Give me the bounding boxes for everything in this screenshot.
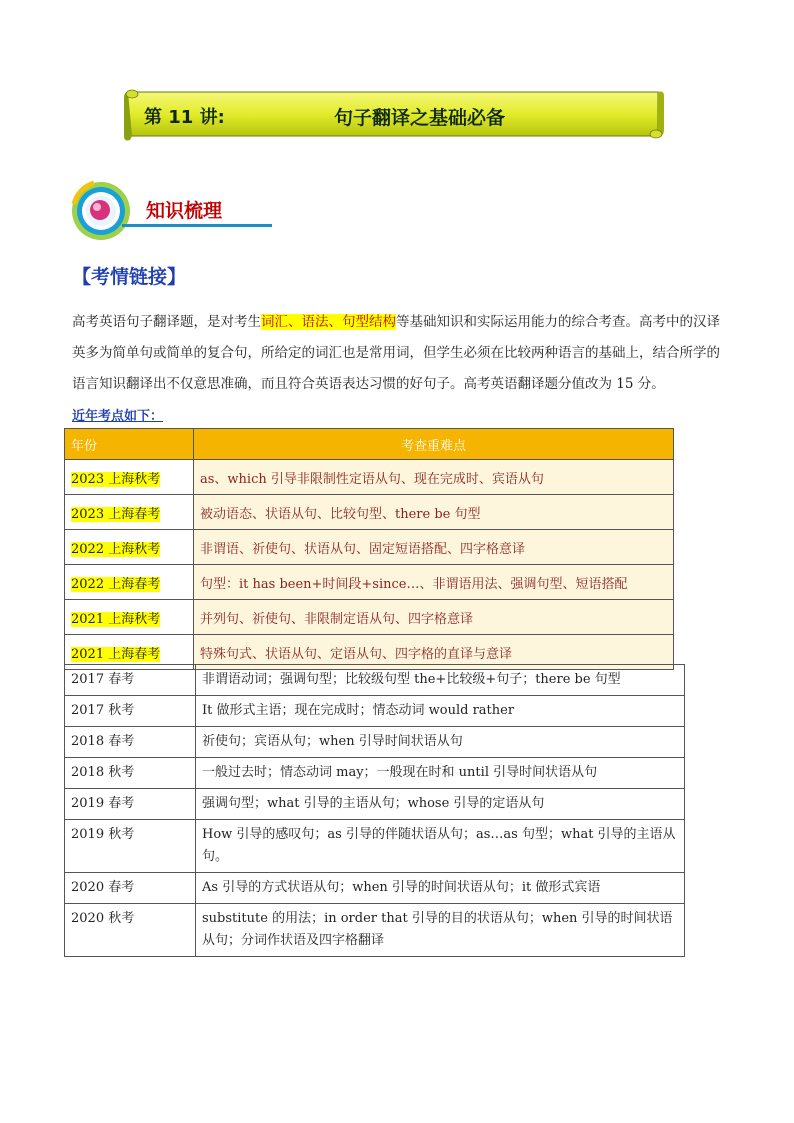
year-text: 2023 上海春考 bbox=[71, 506, 161, 522]
year-cell bbox=[65, 600, 194, 635]
recent-points-label: 近年考点如下： bbox=[72, 409, 164, 424]
section-title: 知识梳理 bbox=[146, 200, 223, 222]
header-year: 年份 bbox=[65, 429, 194, 460]
header-points: 考查重难点 bbox=[194, 429, 674, 460]
table-row bbox=[65, 460, 674, 495]
points-cell: 句型：it has been+时间段+since…、非谓语用法、强调句型、短语搭配 bbox=[194, 565, 674, 600]
points-cell: 非谓语、祈使句、状语从句、固定短语搭配、四字格意译 bbox=[194, 530, 674, 565]
points-cell: As 引导的方式状语从句；when 引导的时间状语从句；it 做形式宾语 bbox=[196, 873, 685, 904]
table-row bbox=[65, 758, 685, 789]
points-cell: 特殊句式、状语从句、定语从句、四字格的直译与意译 bbox=[194, 635, 674, 670]
section-underline bbox=[122, 224, 272, 227]
points-cell: 被动语态、状语从句、比较句型、there be 句型 bbox=[194, 495, 674, 530]
points-cell: 一般过去时；情态动词 may；一般现在时和 until 引导时间状语从句 bbox=[196, 758, 685, 789]
table-row bbox=[65, 665, 685, 696]
intro-text-1: 高考英语句子翻译题，是对考生 bbox=[72, 314, 261, 330]
table-row bbox=[65, 820, 685, 873]
intro-paragraph bbox=[72, 307, 724, 400]
year-text: 2021 上海春考 bbox=[71, 646, 161, 662]
points-cell: 并列句、祈使句、非限制定语从句、四字格意译 bbox=[194, 600, 674, 635]
table-row bbox=[65, 727, 685, 758]
lesson-number: 第 11 讲: bbox=[144, 107, 225, 128]
year-cell: 2018 秋考 bbox=[65, 758, 196, 789]
year-cell: 2018 春考 bbox=[65, 727, 196, 758]
past-exams-table bbox=[64, 664, 685, 957]
points-cell: 强调句型；what 引导的主语从句；whose 引导的定语从句 bbox=[196, 789, 685, 820]
table-row bbox=[65, 873, 685, 904]
year-text: 2022 上海春考 bbox=[71, 576, 161, 592]
target-ball-icon bbox=[70, 180, 132, 242]
year-cell: 2020 春考 bbox=[65, 873, 196, 904]
points-cell: How 引导的感叹句；as 引导的伴随状语从句；as…as 句型；what 引导的主语从句。 bbox=[196, 820, 685, 873]
year-cell bbox=[65, 565, 194, 600]
table-row bbox=[65, 565, 674, 600]
year-cell bbox=[65, 495, 194, 530]
points-cell: substitute 的用法；in order that 引导的目的状语从句；when 引导的时间状语从句；分词作状语及四字格翻译 bbox=[196, 904, 685, 957]
year-text: 2023 上海秋考 bbox=[71, 471, 161, 487]
intro-text-2: 等基础知识和实际运用能力的综合考查。高考中的汉译英多为简单句或简单的复合句，所给定的词汇也是常用词，但学生必须在比较两种语言的基础上，结合所学的语言知识翻译出不仅意思准确，而且符合英语表达习惯的好句子。高考英语翻译题分值改为 15 分。 bbox=[72, 314, 720, 392]
points-cell: It 做形式主语；现在完成时；情态动词 would rather bbox=[196, 696, 685, 727]
points-cell: 非谓语动词；强调句型；比较级句型 the+比较级+句子；there be 句型 bbox=[196, 665, 685, 696]
exam-link-heading: 【考情链接】 bbox=[72, 266, 187, 288]
title-banner bbox=[124, 86, 664, 140]
table-row bbox=[65, 696, 685, 727]
recent-exams-table bbox=[64, 428, 674, 670]
year-cell: 2020 秋考 bbox=[65, 904, 196, 957]
year-cell bbox=[65, 530, 194, 565]
year-text: 2022 上海秋考 bbox=[71, 541, 161, 557]
points-cell: 祈使句；宾语从句；when 引导时间状语从句 bbox=[196, 727, 685, 758]
table-row bbox=[65, 904, 685, 957]
table-row bbox=[65, 789, 685, 820]
year-text: 2021 上海秋考 bbox=[71, 611, 161, 627]
year-cell: 2019 春考 bbox=[65, 789, 196, 820]
year-cell: 2019 秋考 bbox=[65, 820, 196, 873]
year-cell: 2017 秋考 bbox=[65, 696, 196, 727]
table-header-row bbox=[65, 429, 674, 460]
intro-highlight: 词汇、语法、句型结构 bbox=[261, 314, 396, 330]
table-row bbox=[65, 530, 674, 565]
table-row bbox=[65, 495, 674, 530]
table-row bbox=[65, 600, 674, 635]
page-title: 句子翻译之基础必备 bbox=[334, 107, 506, 129]
points-cell: as、which 引导非限制性定语从句、现在完成时、宾语从句 bbox=[194, 460, 674, 495]
year-cell: 2017 春考 bbox=[65, 665, 196, 696]
year-cell bbox=[65, 460, 194, 495]
